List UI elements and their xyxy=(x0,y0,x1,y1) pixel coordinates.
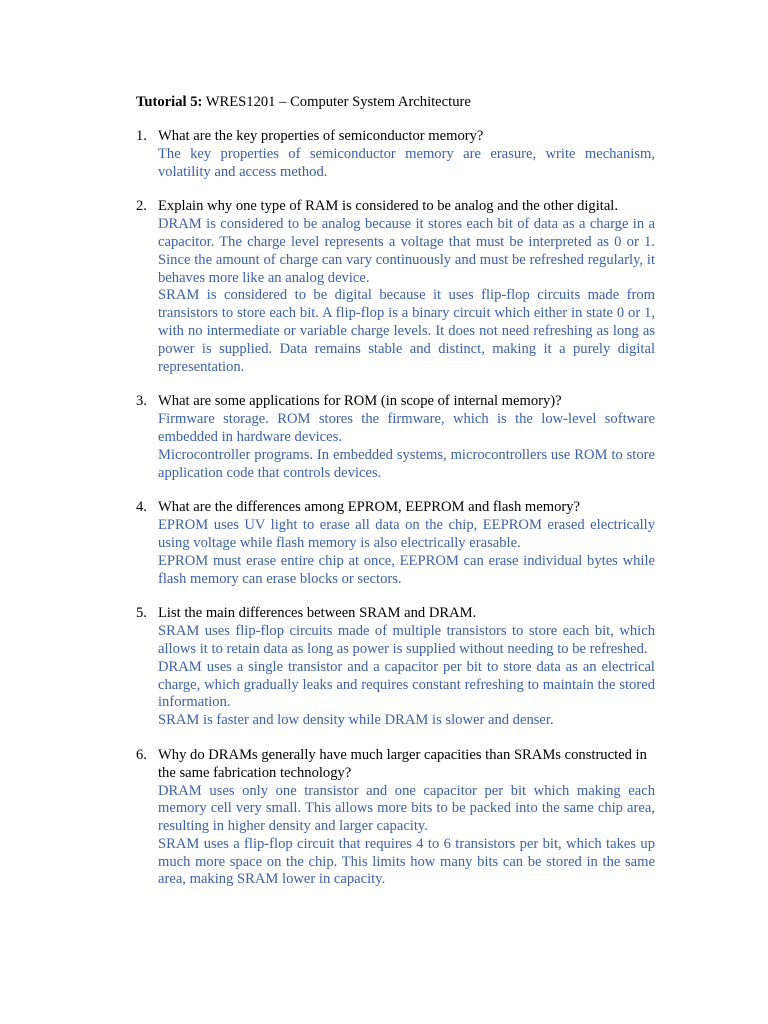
question-item-1 xyxy=(136,128,655,181)
question-text: Why do DRAMs generally have much larger capacities than SRAMs constructed in the same fabrication technology? xyxy=(158,746,647,781)
answer-paragraph: SRAM is considered to be digital because it uses flip-flop circuits made from transistors to store each bit. A flip-flop is a binary circuit which either in state 0 or 1, with no intermediate or variable charge levels. It does not need refreshing as long as power is supplied. Data remains stable and distinct, making it a purely digital representation. xyxy=(158,287,655,375)
question-item-3 xyxy=(136,393,655,482)
question-item-4 xyxy=(136,499,655,588)
answer-paragraph: EPROM must erase entire chip at once, EEPROM can erase individual bytes while flash memory can erase blocks or sectors. xyxy=(158,552,655,587)
answer-paragraph: Microcontroller programs. In embedded systems, microcontrollers use ROM to store application code that controls devices. xyxy=(158,446,655,481)
question-text: Explain why one type of RAM is considered to be analog and the other digital. xyxy=(158,198,619,215)
question-number: 1. xyxy=(136,128,147,144)
question-item-2 xyxy=(136,198,655,376)
question-text: What are some applications for ROM (in scope of internal memory)? xyxy=(158,393,562,410)
answer-paragraph: SRAM is faster and low density while DRAM is slower and denser. xyxy=(158,712,554,729)
answer-paragraph: SRAM uses a flip-flop circuit that requires 4 to 6 transistors per bit, which takes up much more space on the chip. This limits how many bits can be stored in the same area, making SRAM lower in capacity. xyxy=(158,835,655,888)
answer-paragraph: EPROM uses UV light to erase all data on the chip, EEPROM erased electrically using voltage while flash memory is also electrically erasable. xyxy=(158,517,655,551)
question-text: What are the key properties of semiconductor memory? xyxy=(158,128,484,144)
question-list xyxy=(136,128,655,889)
answer-paragraph: DRAM uses only one transistor and one capacitor per bit which making each memory cell very small. This allows more bits to be packed into the same chip area, resulting in higher density and larger capacity. xyxy=(158,782,655,835)
question-number: 5. xyxy=(136,605,147,622)
question-text: What are the differences among EPROM, EEPROM and flash memory? xyxy=(158,499,581,516)
question-number: 3. xyxy=(136,393,147,410)
document-page xyxy=(136,93,655,906)
answer-paragraph: DRAM is considered to be analog because it stores each bit of data as a charge in a capacitor. The charge level represents a voltage that must be interpreted as 0 or 1. Since the amount of charge can vary continuously and must be refreshed regularly, it behaves more like an analog device. xyxy=(158,216,655,286)
title-text: WRES1201 – Computer System Architecture xyxy=(202,94,471,110)
question-number: 4. xyxy=(136,499,147,516)
answer-paragraph: SRAM uses flip-flop circuits made of multiple transistors to store each bit, which allows it to retain data as long as power is supplied without needing to be refreshed. xyxy=(158,623,655,657)
answer-paragraph: DRAM uses a single transistor and a capacitor per bit to store data as an electrical charge, which gradually leaks and requires constant refreshing to maintain the stored information. xyxy=(158,658,655,711)
answer-paragraph: The key properties of semiconductor memory are erasure, write mechanism, volatility and access method. xyxy=(158,145,655,180)
question-item-6 xyxy=(136,747,655,889)
question-item-5 xyxy=(136,605,655,730)
document-title xyxy=(136,93,655,111)
question-number: 6. xyxy=(136,746,147,763)
question-text: List the main differences between SRAM and DRAM. xyxy=(158,605,477,622)
title-label: Tutorial 5: xyxy=(136,94,203,110)
answer-paragraph: Firmware storage. ROM stores the firmware, which is the low-level software embedded in hardware devices. xyxy=(158,411,655,445)
question-number: 2. xyxy=(136,198,147,215)
